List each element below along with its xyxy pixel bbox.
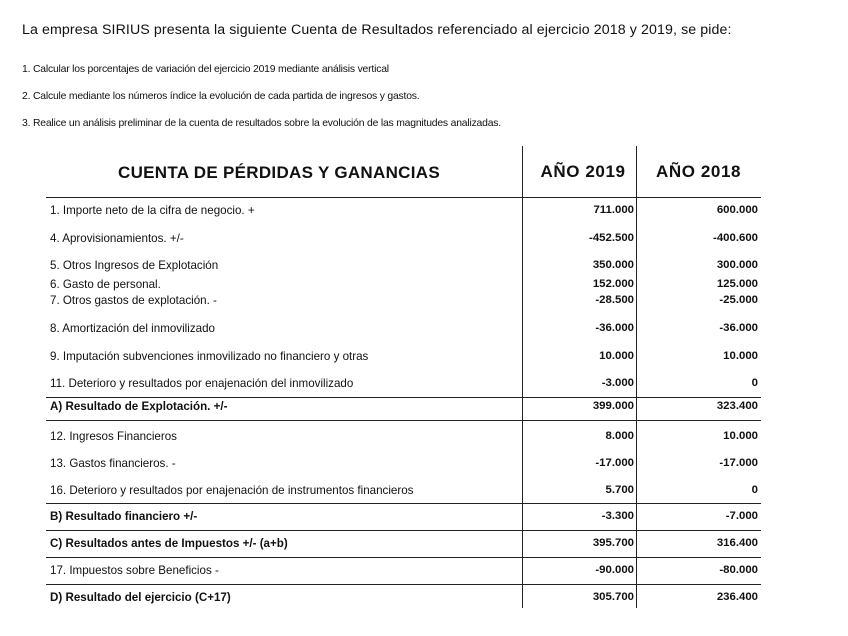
row-value-2019: -28.500 xyxy=(595,294,634,306)
row-value-2018: -80.000 xyxy=(719,564,758,576)
table-row xyxy=(46,589,761,609)
table-row xyxy=(46,320,761,340)
table-row xyxy=(46,257,761,277)
row-label: 16. Deterioro y resultados por enajenación de instrumentos financieros xyxy=(50,484,414,497)
task-2: 2. Calcule mediante los números índice la evolución de cada partida de ingresos y gastos. xyxy=(22,91,420,102)
row-value-2018: 600.000 xyxy=(716,204,758,216)
row-label: A) Resultado de Explotación. +/- xyxy=(50,400,228,413)
task-1: 1. Calcular los porcentajes de variación del ejercicio 2019 mediante análisis vertical xyxy=(22,64,389,75)
row-value-2018: -25.000 xyxy=(719,294,758,306)
row-value-2018: -17.000 xyxy=(719,457,758,469)
table-row xyxy=(46,482,761,504)
table-header xyxy=(46,146,761,198)
row-value-2019: 10.000 xyxy=(599,350,634,362)
intro-text: La empresa SIRIUS presenta la siguiente Cuenta de Resultados referenciado al ejercicio 2018 y 2019, se pide: xyxy=(22,22,732,38)
row-value-2019: -36.000 xyxy=(595,322,634,334)
table-row xyxy=(46,230,761,250)
row-label: 6. Gasto de personal. xyxy=(50,278,161,291)
table-row xyxy=(46,455,761,475)
row-label: 8. Amortización del inmovilizado xyxy=(50,322,215,335)
row-value-2018: 316.400 xyxy=(716,537,758,549)
row-value-2019: 395.700 xyxy=(592,537,634,549)
table-row xyxy=(46,535,761,558)
table-row xyxy=(46,292,761,312)
row-value-2018: -7.000 xyxy=(725,510,758,522)
header-year-2019: AÑO 2019 xyxy=(540,162,626,181)
row-value-2018: 10.000 xyxy=(723,350,758,362)
income-statement-table xyxy=(46,146,761,604)
row-value-2019: -452.500 xyxy=(589,232,634,244)
table-row xyxy=(46,202,761,222)
table-row xyxy=(46,375,761,395)
row-value-2018: 236.400 xyxy=(716,591,758,603)
row-label: 13. Gastos financieros. - xyxy=(50,457,176,470)
row-value-2019: 711.000 xyxy=(593,204,634,216)
table-row xyxy=(46,348,761,368)
table-row xyxy=(46,397,761,421)
row-value-2018: 300.000 xyxy=(716,259,758,271)
row-value-2019: -3.300 xyxy=(601,510,634,522)
table-row xyxy=(46,428,761,448)
header-label: CUENTA DE PÉRDIDAS Y GANANCIAS xyxy=(118,163,440,182)
row-value-2019: -3.000 xyxy=(601,377,634,389)
row-label: D) Resultado del ejercicio (C+17) xyxy=(50,591,231,604)
row-label: 12. Ingresos Financieros xyxy=(50,430,177,443)
table-row xyxy=(46,508,761,531)
row-label: 1. Importe neto de la cifra de negocio. + xyxy=(50,204,255,217)
row-value-2018: -36.000 xyxy=(719,322,758,334)
table-row xyxy=(46,562,761,585)
row-value-2019: 8.000 xyxy=(605,430,634,442)
row-value-2018: 125.000 xyxy=(716,278,758,290)
row-label: C) Resultados antes de Impuestos +/- (a+b) xyxy=(50,537,288,550)
row-value-2019: 152.000 xyxy=(592,278,634,290)
row-value-2019: 399.000 xyxy=(592,400,634,412)
row-value-2019: -17.000 xyxy=(595,457,634,469)
row-label: B) Resultado financiero +/- xyxy=(50,510,198,523)
task-3: 3. Realice un análisis preliminar de la cuenta de resultados sobre la evolución de las magnitudes analizadas. xyxy=(22,118,501,129)
row-value-2018: 10.000 xyxy=(723,430,758,442)
row-value-2019: 305.700 xyxy=(592,591,634,603)
row-value-2018: 323.400 xyxy=(716,400,758,412)
row-label: 5. Otros Ingresos de Explotación xyxy=(50,259,219,272)
row-value-2018: 0 xyxy=(751,484,758,496)
row-label: 11. Deterioro y resultados por enajenación del inmovilizado xyxy=(50,377,354,390)
row-value-2019: 5.700 xyxy=(605,484,634,496)
row-label: 4. Aprovisionamientos. +/- xyxy=(50,232,184,245)
row-value-2019: -90.000 xyxy=(595,564,634,576)
row-label: 7. Otros gastos de explotación. - xyxy=(50,294,217,307)
header-year-2018: AÑO 2018 xyxy=(655,162,742,181)
row-value-2018: 0 xyxy=(751,377,758,389)
row-label: 9. Imputación subvenciones inmovilizado no financiero y otras xyxy=(50,350,369,363)
row-value-2019: 350.000 xyxy=(592,259,634,271)
row-value-2018: -400.600 xyxy=(713,232,758,244)
row-label: 17. Impuestos sobre Beneficios - xyxy=(50,564,219,577)
